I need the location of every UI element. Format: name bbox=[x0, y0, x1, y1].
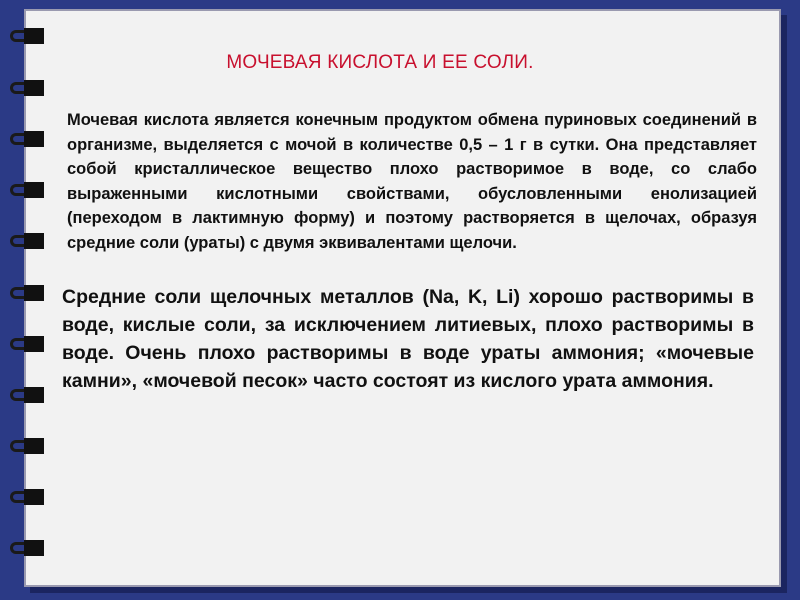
binding-ring bbox=[10, 387, 44, 403]
binding-ring bbox=[10, 540, 44, 556]
body-paragraph-2: Средние соли щелочных металлов (Na, K, Li) хорошо растворимы в воде, кислые соли, за исключением литиевых, плохо растворимы в воде. Очень плохо растворимы в воде ураты аммония; «мочевые камни», «мочевой песок» часто состоят из кислого урата аммония. bbox=[62, 286, 754, 392]
ring-hole bbox=[24, 489, 44, 505]
ring-hole bbox=[24, 387, 44, 403]
body-paragraph-1: Мочевая кислота является конечным продуктом обмена пуриновых соединений в организме, выделяется с мочой в количестве 0,5 – 1 г в сутки. Она представляет собой кристаллическое вещество плохо растворимое в воде, со слабо выраженными кислотными свойствами, обусловленными енолизацией (переходом в лактимную форму) и поэтому растворяется в щелочах, образуя средние соли (ураты) с двумя эквивалентами щелочи. bbox=[67, 111, 757, 252]
ring-hole bbox=[24, 233, 44, 249]
binding-ring bbox=[10, 336, 44, 352]
binding-ring bbox=[10, 233, 44, 249]
binding-ring bbox=[10, 489, 44, 505]
ring-hole bbox=[24, 80, 44, 96]
ring-hole bbox=[24, 131, 44, 147]
binding-ring bbox=[10, 28, 44, 44]
binding-ring bbox=[10, 80, 44, 96]
binding-ring bbox=[10, 182, 44, 198]
ring-hole bbox=[24, 285, 44, 301]
page-title: МОЧЕВАЯ КИСЛОТА И ЕЕ СОЛИ. bbox=[226, 52, 534, 73]
binding-ring bbox=[10, 438, 44, 454]
binding-ring bbox=[10, 131, 44, 147]
ring-hole bbox=[24, 336, 44, 352]
ring-hole bbox=[24, 540, 44, 556]
ring-hole bbox=[24, 438, 44, 454]
binding-ring bbox=[10, 285, 44, 301]
ring-hole bbox=[24, 28, 44, 44]
ring-hole bbox=[24, 182, 44, 198]
